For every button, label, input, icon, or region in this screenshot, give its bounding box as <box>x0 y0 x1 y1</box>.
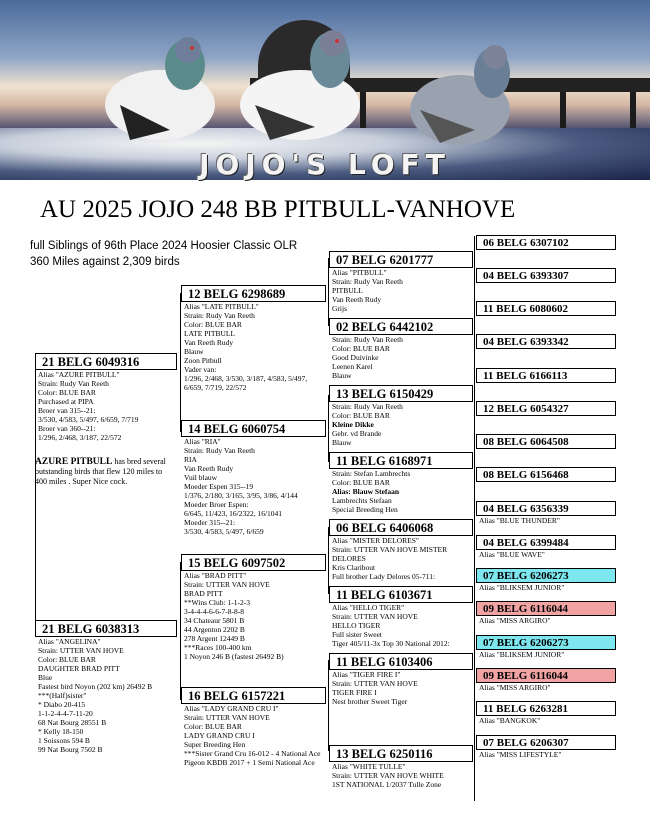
gen4-card-5[interactable]: 11 BELG 6166113 <box>476 368 616 383</box>
gen3-card-7[interactable]: 11 BELG 6103406 Alias "TIGER FIRE I" Strain: UTTER VAN HOVE TIGER FIRE I Nest brother Sweet Tiger <box>329 653 473 706</box>
pigeon-image-left <box>90 20 230 160</box>
gen4-card-2[interactable]: 04 BELG 6393307 <box>476 268 616 283</box>
sire-name: 21 BELG 6049316 <box>35 353 177 370</box>
sire-comment: AZURE PITBULL has bred several outstanding birds that flew 120 miles to 400 miles . Super Nice cock. <box>35 457 166 486</box>
pigeon-image-right <box>400 25 530 160</box>
gen3-card-1[interactable]: 07 BELG 6201777 Alias "PITBULL" Strain: Rudy Van Reeth PITBULL Van Reeth Rudy Grijs <box>329 251 473 313</box>
gen4-card-14[interactable]: 09 BELG 6116044 Alias "MISS ARGIRO" <box>476 668 616 693</box>
gen3-card-3[interactable]: 13 BELG 6150429 Strain: Rudy Van Reeth Color: BLUE BAR Kleine Dikke Gebr. vd Brande Blauw <box>329 385 473 447</box>
granddam-maternal-card[interactable]: 16 BELG 6157221 Alias "LADY GRAND CRU I" Strain: UTTER VAN HOVE Color: BLUE BAR LADY GRAND CRU I Super Breeding Hen ***Sister Grand Cru 16-012 - 4 National Ace Pigeon KBDB 2017 + 1 Semi National Ace <box>181 687 326 765</box>
gen4-card-11[interactable]: 07 BELG 6206273 Alias "BLIKSEM JUNIOR" <box>476 568 616 593</box>
pigeon-image-center <box>225 15 375 165</box>
sire-details: Alias "AZURE PITBULL" Strain: Rudy Van Reeth Color: BLUE BAR Purchased at PIPA Broer van 315--21: 3/530, 4/583, 5/497, 6/659, 7/719 Broer van 360--21: 1/296, 2/468, 3/187, 22/572 <box>38 370 139 442</box>
gen4-card-16[interactable]: 07 BELG 6206307 Alias "MISS LIFESTYLE" <box>476 735 616 760</box>
gen4-card-9[interactable]: 04 BELG 6356339 Alias "BLUE THUNDER" <box>476 501 616 526</box>
gen4-card-4[interactable]: 04 BELG 6393342 <box>476 334 616 349</box>
gen4-card-6[interactable]: 12 BELG 6054327 <box>476 401 616 416</box>
gen4-card-8[interactable]: 08 BELG 6156468 <box>476 467 616 482</box>
header-banner <box>0 0 650 180</box>
granddam-paternal-card[interactable]: 14 BELG 6060754 Alias "RIA" Strain: Rudy Van Reeth RIA Van Reeth Rudy Vuil blauw Moeder Espen 315--19 1/376, 2/180, 3/165, 3/95, 3/86, 4/144 Moeder Broer Espen: 6/645, 11/423, 16/2322, 16/1041 Moeder 315--21: 3/530, 4/583, 5/497, 6/659 <box>181 420 326 536</box>
gen4-card-3[interactable]: 11 BELG 6080602 <box>476 301 616 316</box>
gen3-card-2[interactable]: 02 BELG 6442102 Strain: Rudy Van Reeth Color: BLUE BAR Good Duivinke Leenen Karel Blauw <box>329 318 473 380</box>
gen4-card-1[interactable]: 06 BELG 6307102 <box>476 235 616 250</box>
gen4-card-10[interactable]: 04 BELG 6399484 Alias "BLUE WAVE" <box>476 535 616 560</box>
logo-text: JOJO'S LOFT <box>199 148 451 181</box>
gen3-card-6[interactable]: 11 BELG 6103671 Alias "HELLO TIGER" Strain: UTTER VAN HOVE HELLO TIGER Full sister Sweet Tiger 405/11-3x Top 30 National 2012: <box>329 586 473 648</box>
gen4-card-13[interactable]: 07 BELG 6206273 Alias "BLIKSEM JUNIOR" <box>476 635 616 660</box>
gen4-card-15[interactable]: 11 BELG 6263281 Alias "BANGKOK" <box>476 701 616 726</box>
gen3-card-5[interactable]: 06 BELG 6406068 Alias "MISTER DELORES" Strain: UTTER VAN HOVE MISTER DELORES Kris Claribout Full brother Lady Delores 05-711: <box>329 519 473 581</box>
siblings-note: full Siblings of 96th Place 2024 Hoosier Classic OLR 360 Miles against 2,309 birds <box>30 240 298 268</box>
gen3-card-8[interactable]: 13 BELG 6250116 Alias "WHITE TULLE" Strain: UTTER VAN HOVE WHITE 1ST NATIONAL 1/2037 Tulle Zone <box>329 745 473 765</box>
dam-card[interactable] <box>35 620 177 754</box>
gen4-card-7[interactable]: 08 BELG 6064508 <box>476 434 616 449</box>
dam-name: 21 BELG 6038313 <box>35 620 177 637</box>
grandsire-paternal-card[interactable]: 12 BELG 6298689 Alias "LATE PITBULL" Strain: Rudy Van Reeth Color: BLUE BAR LATE PITBULL Van Reeth Rudy Blauw Zoon Pitbull Vader van: 1/296, 2/468, 3/530, 3/187, 4/583, 5/497, 6/659, 7/719, 22/572 <box>181 285 326 392</box>
grandsire-maternal-card[interactable]: 15 BELG 6097502 Alias "BRAD PITT" Strain: UTTER VAN HOVE BRAD PITT **Wins Club: 1-1-2-3 3-4-4-4-6-6-7-8-8-8 34 Chateaur 5801 B 44 Argenton 2202 B 278 Argent 12449 B ***Races 100-400 km 1 Noyon 246 B (fastest 26492 B) <box>181 554 326 661</box>
dam-details: Alias "ANGELINA" Strain: UTTER VAN HOVE Color: BLUE BAR DAUGHTER BRAD PITT Blue Fastest bird Noyon (202 km) 26492 B ***(Half)sister" * Diabo 20-415 1-1-2-4-4-7-11-20 68 Nat Bourg 28551 B * Kelly 18-150 1 Soissons 594 B 99 Nat Bourg 7502 B <box>38 637 153 754</box>
page-title: AU 2025 JOJO 248 BB PITBULL-VANHOVE <box>40 196 516 223</box>
sire-card[interactable] <box>35 353 177 442</box>
gen3-card-4[interactable]: 11 BELG 6168971 Strain: Stefan Lambrechts Color: BLUE BAR Alias: Blauw Stefaan Lambrechts Stefaan Special Breeding Hen <box>329 452 473 514</box>
gen4-card-12[interactable]: 09 BELG 6116044 Alias "MISS ARGIRO" <box>476 601 616 626</box>
